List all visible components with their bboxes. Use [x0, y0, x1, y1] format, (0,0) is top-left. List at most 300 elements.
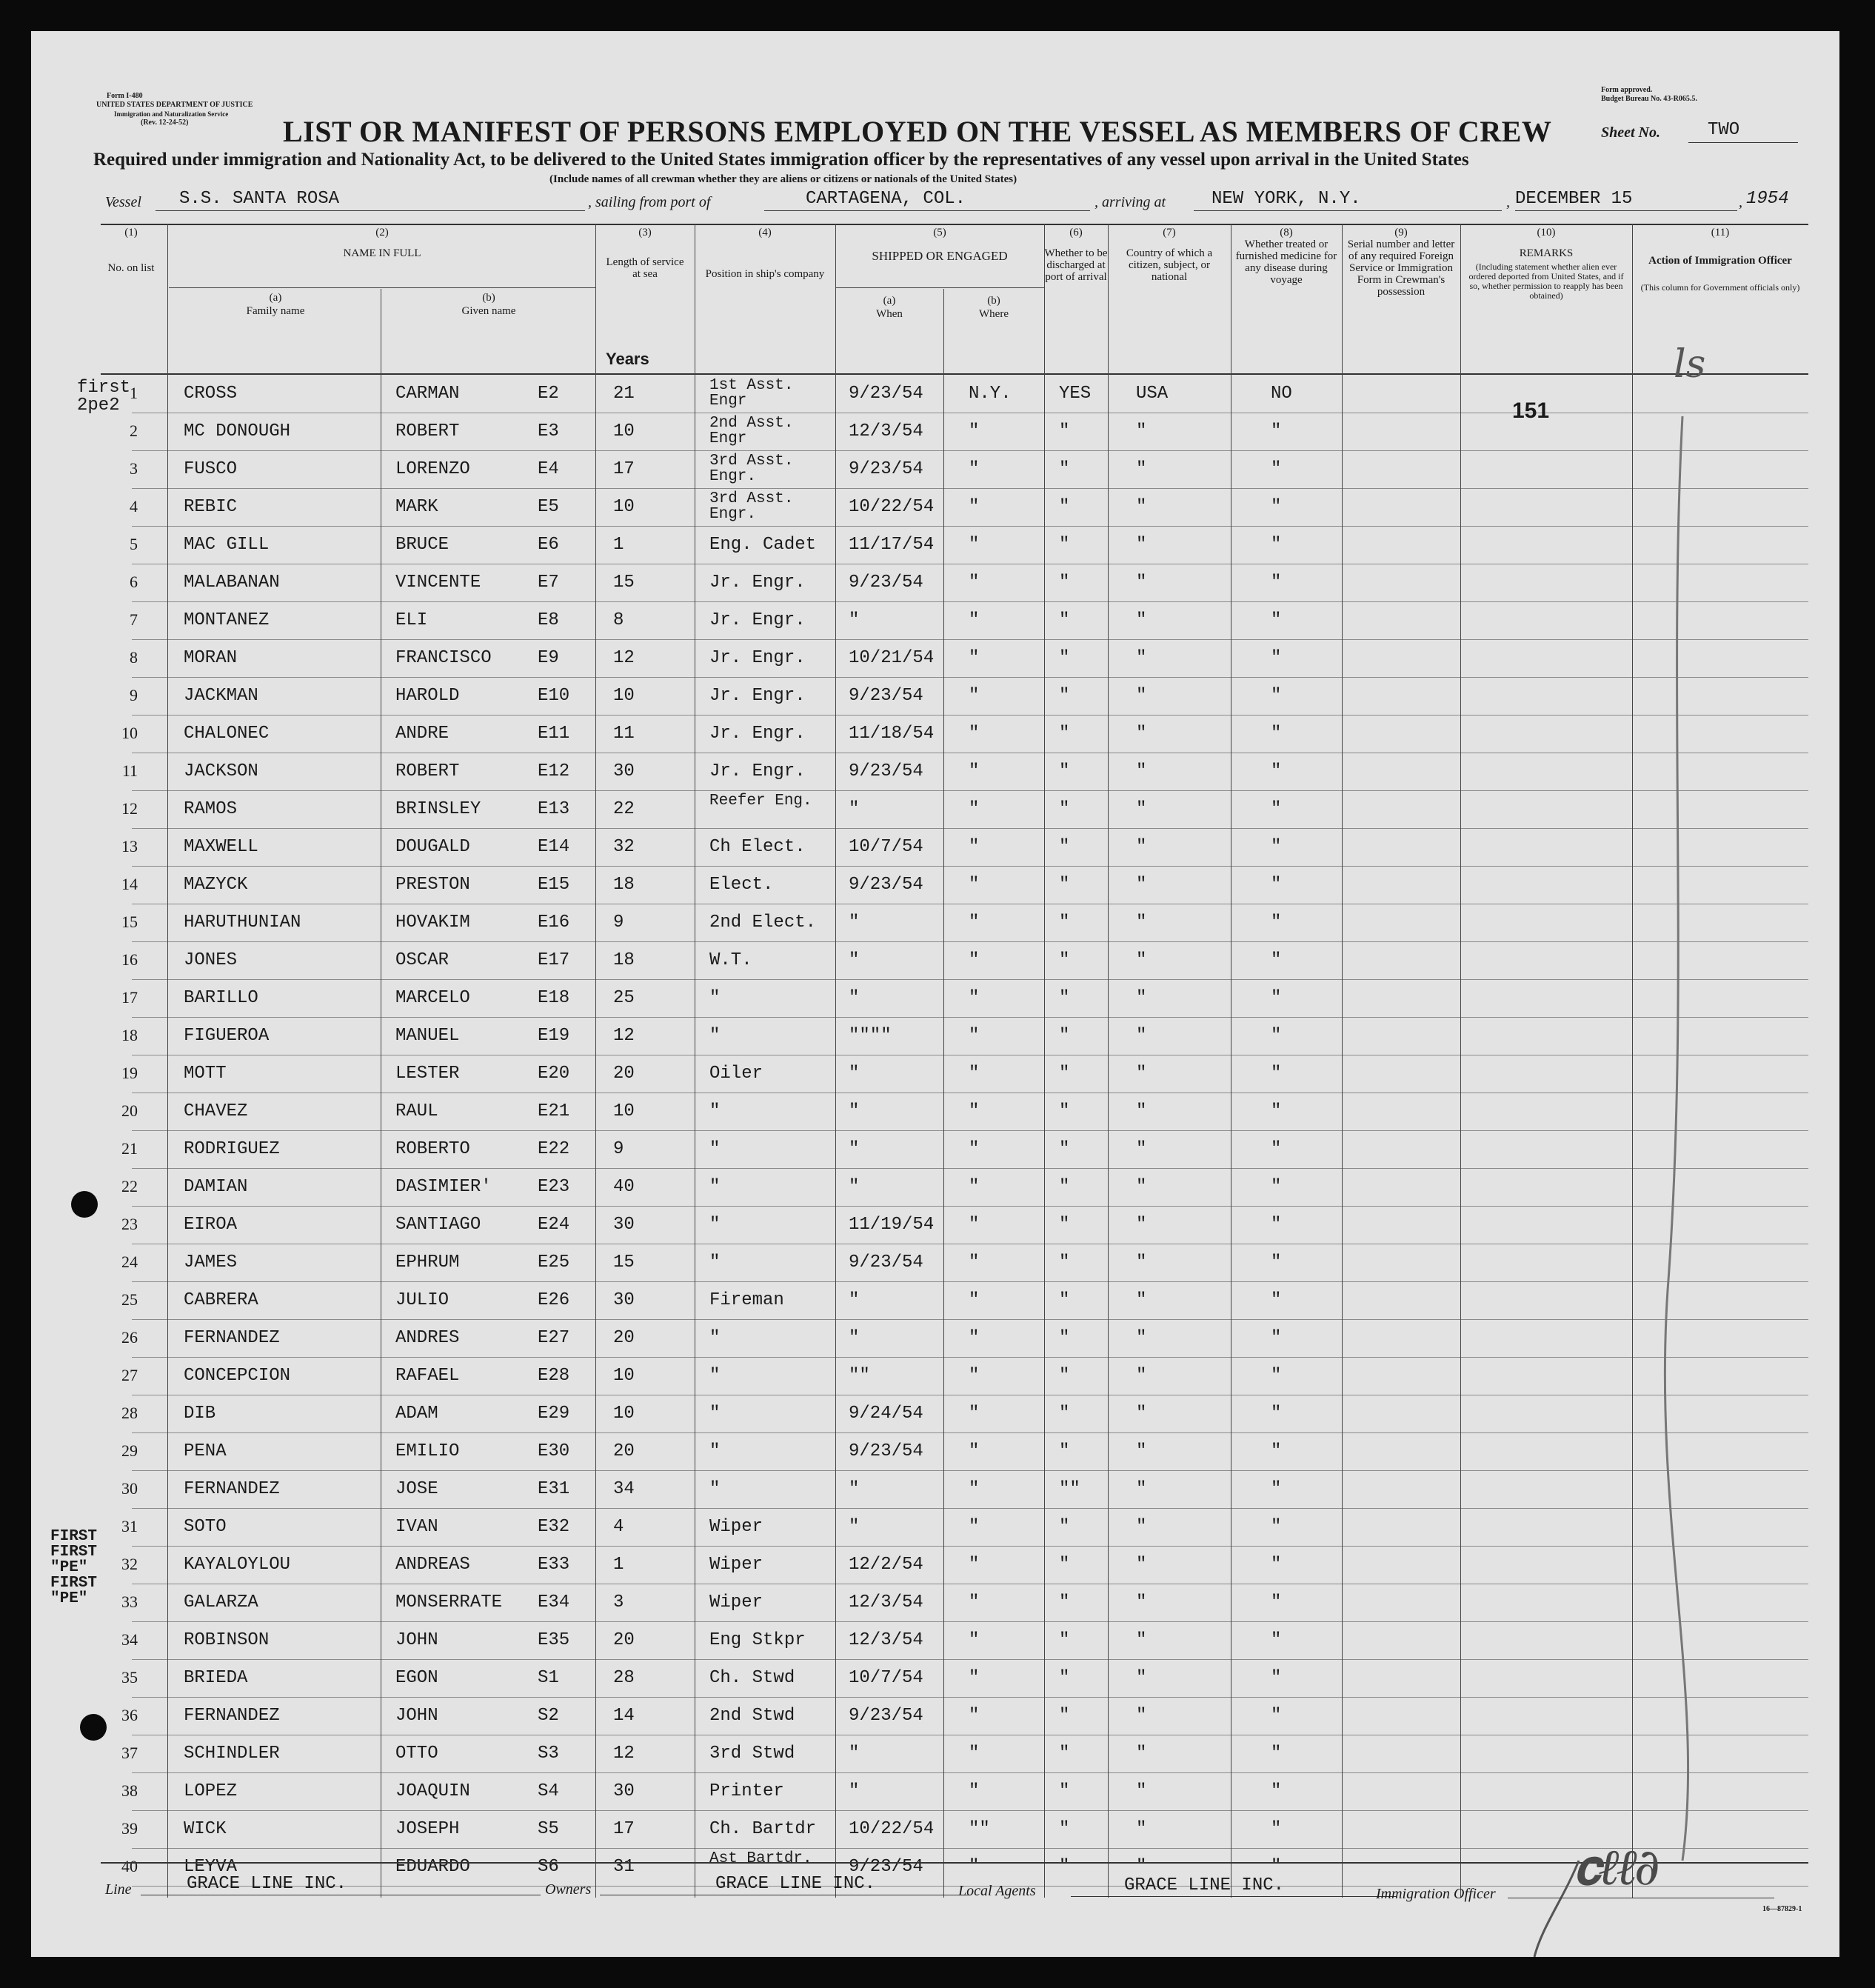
cell-position: 2nd Stwd [709, 1706, 795, 1726]
cell-position: Oiler [709, 1064, 763, 1084]
cell-years: 18 [613, 950, 635, 970]
cell-years: 21 [613, 384, 635, 404]
cell-years: 32 [613, 837, 635, 857]
col8-header: Whether treated or furnished medicine for any disease during voyage [1235, 239, 1337, 286]
cell-no: 39 [121, 1819, 138, 1838]
cell-country: " [1136, 1781, 1147, 1801]
col2-number: (2) [375, 227, 389, 239]
cell-family: FERNANDEZ [184, 1479, 280, 1499]
cell-position: Ch. Bartdr [709, 1819, 817, 1839]
cell-treated: " [1271, 837, 1282, 857]
cell-when: 12/3/54 [849, 421, 923, 441]
cell-family: MOTT [184, 1064, 227, 1084]
cell-years: 8 [613, 610, 624, 630]
cell-position: " [709, 1026, 721, 1046]
cell-discharged: " [1059, 1857, 1070, 1877]
cell-code: E33 [538, 1555, 570, 1575]
cell-where: " [969, 1441, 980, 1461]
col5-number: (5) [933, 227, 946, 239]
cell-family: GALARZA [184, 1592, 258, 1612]
cell-treated: " [1271, 1744, 1282, 1764]
cell-discharged: "" [1059, 1479, 1080, 1499]
cell-discharged: " [1059, 1592, 1070, 1612]
cell-country: USA [1136, 384, 1169, 404]
cell-where: " [969, 837, 980, 857]
cell-when: 9/23/54 [849, 573, 923, 593]
cell-family: SCHINDLER [184, 1744, 280, 1764]
margin-note-first-2pe: first 2pe2 [77, 378, 131, 416]
cell-country: " [1136, 1668, 1147, 1688]
cell-country: " [1136, 1215, 1147, 1235]
cell-given: EPHRUM [395, 1252, 460, 1272]
cell-where: " [969, 1290, 980, 1310]
cell-when: 11/19/54 [849, 1215, 935, 1235]
cell-code: E6 [538, 535, 559, 555]
cell-given: EDUARDO [395, 1857, 470, 1877]
cell-where: " [969, 1857, 980, 1877]
budget-bureau-no: Budget Bureau No. 43-R065.5. [1601, 95, 1697, 103]
cell-given: ANDREAS [395, 1555, 470, 1575]
cell-treated: " [1271, 1479, 1282, 1499]
cell-where: " [969, 875, 980, 895]
col2b-header: Given name [461, 305, 516, 317]
cell-treated: " [1271, 1555, 1282, 1575]
cell-family: EIROA [184, 1215, 238, 1235]
cell-when: " [849, 1744, 860, 1764]
cell-treated: " [1271, 1177, 1282, 1197]
year-separator: , [1739, 194, 1742, 210]
cell-when: 9/23/54 [849, 686, 923, 706]
cell-given: EGON [395, 1668, 438, 1688]
cell-years: 31 [613, 1857, 635, 1877]
cell-where: " [969, 497, 980, 517]
cell-code: E15 [538, 875, 570, 895]
cell-years: 11 [613, 724, 635, 744]
cell-country: " [1136, 1026, 1147, 1046]
cell-years: 12 [613, 648, 635, 668]
cell-code: E20 [538, 1064, 570, 1084]
cell-when: 10/22/54 [849, 497, 935, 517]
cell-treated: " [1271, 1101, 1282, 1121]
cell-no: 18 [121, 1026, 138, 1044]
cell-family: JONES [184, 950, 238, 970]
cell-code: S3 [538, 1744, 559, 1764]
col10-note: (Including statement whether alien ever ordered deported from United States, and if so, whether permission to reapply has been obtained) [1468, 261, 1624, 301]
cell-discharged: " [1059, 648, 1070, 668]
cell-given: VINCENTE [395, 573, 481, 593]
cell-given: ROBERTO [395, 1139, 470, 1159]
cell-discharged: " [1059, 1630, 1070, 1650]
cell-when: 9/23/54 [849, 384, 923, 404]
cell-years: 40 [613, 1177, 635, 1197]
cell-code: E28 [538, 1366, 570, 1386]
cell-code: E7 [538, 573, 559, 593]
cell-position: " [709, 1404, 721, 1424]
cell-where: " [969, 799, 980, 819]
cell-years: 10 [613, 1366, 635, 1386]
cell-years: 15 [613, 1252, 635, 1272]
page-subtitle: Required under immigration and Nationality Act, to be delivered to the United States immigration officer by the representatives of any vessel upon arrival in the United States [93, 150, 1469, 170]
cell-treated: " [1271, 1857, 1282, 1877]
cell-where: " [969, 1064, 980, 1084]
cell-code: S5 [538, 1819, 559, 1839]
cell-treated: " [1271, 1366, 1282, 1386]
cell-years: 30 [613, 1290, 635, 1310]
cell-no: 20 [121, 1101, 138, 1120]
cell-position: " [709, 1177, 721, 1197]
cell-given: DOUGALD [395, 837, 470, 857]
cell-family: MAC GILL [184, 535, 270, 555]
cell-family: KAYALOYLOU [184, 1555, 291, 1575]
cell-no: 8 [130, 648, 138, 667]
cell-position: " [709, 988, 721, 1008]
cell-family: MC DONOUGH [184, 421, 291, 441]
cell-when: 10/7/54 [849, 837, 923, 857]
cell-family: FERNANDEZ [184, 1706, 280, 1726]
cell-given: JOSE [395, 1479, 438, 1499]
cell-years: 20 [613, 1064, 635, 1084]
cell-when: 9/23/54 [849, 1857, 923, 1877]
cell-years: 1 [613, 1555, 624, 1575]
cell-when: " [849, 1064, 860, 1084]
cell-when: " [849, 1101, 860, 1121]
cell-no: 38 [121, 1781, 138, 1800]
cell-when: 9/24/54 [849, 1404, 923, 1424]
cell-discharged: " [1059, 1441, 1070, 1461]
cell-code: E25 [538, 1252, 570, 1272]
cell-years: 20 [613, 1441, 635, 1461]
cell-code: E19 [538, 1026, 570, 1046]
col9-number: (9) [1394, 227, 1408, 239]
col10-header: REMARKS [1519, 247, 1574, 259]
cell-years: 10 [613, 1404, 635, 1424]
col5a-header: When [876, 308, 903, 320]
cell-given: RAUL [395, 1101, 438, 1121]
cell-country: " [1136, 686, 1147, 706]
col2-header: NAME IN FULL [343, 247, 421, 259]
cell-discharged: " [1059, 761, 1070, 781]
cell-no: 36 [121, 1706, 138, 1724]
col11-number: (11) [1711, 227, 1730, 239]
cell-country: " [1136, 1252, 1147, 1272]
cell-position: Ast Bartdr. [709, 1850, 812, 1867]
cell-country: " [1136, 1706, 1147, 1726]
cell-position: " [709, 1441, 721, 1461]
cell-no: 19 [121, 1064, 138, 1082]
cell-country: " [1136, 648, 1147, 668]
col3-header: Length of service at sea [606, 256, 684, 280]
cell-position: Jr. Engr. [709, 648, 806, 668]
cell-when: " [849, 950, 860, 970]
cell-discharged: " [1059, 610, 1070, 630]
cell-family: DIB [184, 1404, 216, 1424]
cell-country: " [1136, 459, 1147, 479]
cell-treated: " [1271, 1064, 1282, 1084]
cell-family: FIGUEROA [184, 1026, 270, 1046]
cell-where: " [969, 535, 980, 555]
cell-no: 5 [130, 535, 138, 553]
cell-given: JOSEPH [395, 1819, 460, 1839]
cell-no: 16 [121, 950, 138, 969]
sheet-no-label: Sheet No. [1601, 124, 1660, 141]
cell-discharged: " [1059, 950, 1070, 970]
cell-country: " [1136, 610, 1147, 630]
cell-years: 12 [613, 1026, 635, 1046]
cell-discharged: " [1059, 1290, 1070, 1310]
cell-years: 10 [613, 686, 635, 706]
cell-years: 9 [613, 913, 624, 933]
cell-given: DASIMIER' [395, 1177, 492, 1197]
cell-country: " [1136, 799, 1147, 819]
cell-country: " [1136, 1630, 1147, 1650]
cell-given: ANDRES [395, 1328, 460, 1348]
cell-no: 15 [121, 913, 138, 931]
cell-years: 22 [613, 799, 635, 819]
cell-years: 14 [613, 1706, 635, 1726]
cell-years: 12 [613, 1744, 635, 1764]
cell-code: E10 [538, 686, 570, 706]
cell-years: 10 [613, 1101, 635, 1121]
cell-treated: " [1271, 799, 1282, 819]
cell-code: E34 [538, 1592, 570, 1612]
cell-country: " [1136, 1404, 1147, 1424]
cell-family: CABRERA [184, 1290, 258, 1310]
agents-value: GRACE LINE INC. [1124, 1875, 1285, 1895]
cell-position: Eng. Cadet [709, 535, 817, 555]
cell-code: E30 [538, 1441, 570, 1461]
cell-code: E14 [538, 837, 570, 857]
cell-no: 3 [130, 459, 138, 478]
cell-family: JACKMAN [184, 686, 258, 706]
col5-header: SHIPPED OR ENGAGED [872, 249, 1008, 263]
cell-discharged: " [1059, 837, 1070, 857]
cell-position: " [709, 1139, 721, 1159]
cell-treated: " [1271, 1517, 1282, 1537]
cell-treated: " [1271, 1026, 1282, 1046]
cell-no: 30 [121, 1479, 138, 1498]
cell-discharged: " [1059, 1215, 1070, 1235]
cell-family: REBIC [184, 497, 238, 517]
cell-given: MARCELO [395, 988, 470, 1008]
cell-no: 37 [121, 1744, 138, 1762]
cell-country: " [1136, 950, 1147, 970]
cell-when: "" [849, 1366, 870, 1386]
cell-position: Wiper [709, 1592, 763, 1612]
cell-country: " [1136, 1517, 1147, 1537]
arriving-label: , arriving at [1094, 194, 1166, 210]
col5a-number: (a) [883, 295, 896, 307]
cell-family: MAXWELL [184, 837, 258, 857]
cell-code: S4 [538, 1781, 559, 1801]
cell-where: " [969, 1215, 980, 1235]
cell-given: OSCAR [395, 950, 449, 970]
cell-country: " [1136, 1177, 1147, 1197]
officer-signature: 𝐜ℓℓ∂ [1573, 1838, 1657, 1897]
cell-code: E23 [538, 1177, 570, 1197]
cell-when: " [849, 1479, 860, 1499]
department-name: UNITED STATES DEPARTMENT OF JUSTICE [96, 101, 253, 109]
cell-when: " [849, 913, 860, 933]
cell-given: CARMAN [395, 384, 460, 404]
cell-where: " [969, 1592, 980, 1612]
col2a-header: Family name [246, 305, 305, 317]
cell-position: Printer [709, 1781, 784, 1801]
cell-code: E18 [538, 988, 570, 1008]
cell-where: " [969, 573, 980, 593]
cell-treated: " [1271, 1781, 1282, 1801]
cell-when: 9/23/54 [849, 459, 923, 479]
footer-code: 16—87829-1 [1762, 1905, 1802, 1913]
pencil-marks [31, 31, 1839, 1957]
cell-code: E12 [538, 761, 570, 781]
cell-family: PENA [184, 1441, 227, 1461]
cell-treated: " [1271, 1668, 1282, 1688]
subtitle-note: (Include names of all crewman whether they are aliens or citizens or nationals of the United States) [549, 173, 1017, 185]
cell-discharged: " [1059, 1328, 1070, 1348]
cell-discharged: " [1059, 1668, 1070, 1688]
vessel-name: S.S. SANTA ROSA [179, 189, 340, 209]
date-separator: , [1506, 194, 1510, 210]
cell-treated: " [1271, 988, 1282, 1008]
cell-discharged: " [1059, 1555, 1070, 1575]
cell-country: " [1136, 988, 1147, 1008]
remark-151: 151 [1512, 398, 1550, 423]
cell-no: 14 [121, 875, 138, 893]
cell-country: " [1136, 1441, 1147, 1461]
cell-given: HOVAKIM [395, 913, 470, 933]
cell-position: Ch Elect. [709, 837, 806, 857]
years-label: Years [606, 350, 649, 368]
cell-code: S1 [538, 1668, 559, 1688]
cell-when: " [849, 610, 860, 630]
cell-where: "" [969, 1819, 990, 1839]
cell-given: ROBERT [395, 761, 460, 781]
cell-where: " [969, 1517, 980, 1537]
cell-treated: " [1271, 1404, 1282, 1424]
cell-where: " [969, 1630, 980, 1650]
cell-where: " [969, 761, 980, 781]
cell-treated: " [1271, 1441, 1282, 1461]
manifest-sheet [31, 31, 1839, 1957]
cell-no: 17 [121, 988, 138, 1007]
cell-country: " [1136, 724, 1147, 744]
cell-years: 25 [613, 988, 635, 1008]
cell-position: 2nd Elect. [709, 913, 817, 933]
cell-family: BARILLO [184, 988, 258, 1008]
cell-discharged: " [1059, 799, 1070, 819]
cell-where: " [969, 1781, 980, 1801]
cell-treated: " [1271, 875, 1282, 895]
cell-given: RAFAEL [395, 1366, 460, 1386]
cell-family: CROSS [184, 384, 238, 404]
cell-no: 2 [130, 421, 138, 440]
cell-no: 7 [130, 610, 138, 629]
cell-treated: " [1271, 648, 1282, 668]
cell-code: E9 [538, 648, 559, 668]
agents-label: Local Agents [958, 1883, 1036, 1899]
cell-treated: " [1271, 1328, 1282, 1348]
cell-where: " [969, 1252, 980, 1272]
cell-discharged: " [1059, 573, 1070, 593]
cell-code: E17 [538, 950, 570, 970]
cell-family: RODRIGUEZ [184, 1139, 280, 1159]
cell-years: 30 [613, 1215, 635, 1235]
cell-position: Fireman [709, 1290, 784, 1310]
cell-where: " [969, 988, 980, 1008]
cell-country: " [1136, 1744, 1147, 1764]
cell-given: OTTO [395, 1744, 438, 1764]
cell-where: " [969, 1177, 980, 1197]
cell-treated: " [1271, 573, 1282, 593]
cell-discharged: " [1059, 724, 1070, 744]
cell-position: 1st Asst. Engr [709, 377, 794, 410]
cell-country: " [1136, 1366, 1147, 1386]
cell-given: JOHN [395, 1630, 438, 1650]
cell-no: 22 [121, 1177, 138, 1195]
cell-code: E29 [538, 1404, 570, 1424]
cell-country: " [1136, 497, 1147, 517]
cell-position: Jr. Engr. [709, 573, 806, 593]
cell-discharged: " [1059, 875, 1070, 895]
cell-discharged: " [1059, 1517, 1070, 1537]
col6-header: Whether to be discharged at port of arrival [1044, 247, 1108, 283]
cell-no: 32 [121, 1555, 138, 1573]
owners-label: Owners [545, 1881, 592, 1898]
cell-code: E32 [538, 1517, 570, 1537]
cell-where: " [969, 610, 980, 630]
cell-code: E16 [538, 913, 570, 933]
cell-years: 3 [613, 1592, 624, 1612]
cell-where: " [969, 1744, 980, 1764]
cell-code: E24 [538, 1215, 570, 1235]
cell-treated: " [1271, 1630, 1282, 1650]
cell-years: 9 [613, 1139, 624, 1159]
cell-family: FUSCO [184, 459, 238, 479]
cell-years: 17 [613, 459, 635, 479]
cell-position: " [709, 1366, 721, 1386]
cell-given: PRESTON [395, 875, 470, 895]
cell-no: 1 [130, 384, 138, 402]
cell-given: IVAN [395, 1517, 438, 1537]
cell-country: " [1136, 1064, 1147, 1084]
cell-family: JAMES [184, 1252, 238, 1272]
cell-where: " [969, 686, 980, 706]
cell-years: 10 [613, 421, 635, 441]
cell-where: " [969, 1328, 980, 1348]
page-title: LIST OR MANIFEST OF PERSONS EMPLOYED ON THE VESSEL AS MEMBERS OF CREW [283, 115, 1552, 148]
cell-country: " [1136, 1139, 1147, 1159]
col9-header: Serial number and letter of any required Foreign Service or Immigration Form in Crewman's possession [1347, 239, 1455, 298]
cell-position: Jr. Engr. [709, 724, 806, 744]
cell-treated: " [1271, 686, 1282, 706]
pencil-bracket-line [1665, 416, 1688, 1861]
cell-position: Wiper [709, 1555, 763, 1575]
cell-family: DAMIAN [184, 1177, 248, 1197]
margin-note-first-pe: FIRST FIRST "PE" FIRST "PE" [50, 1528, 98, 1607]
cell-country: " [1136, 1592, 1147, 1612]
cell-code: S6 [538, 1857, 559, 1877]
cell-given: BRINSLEY [395, 799, 481, 819]
cell-family: ROBINSON [184, 1630, 270, 1650]
cell-code: E4 [538, 459, 559, 479]
cell-country: " [1136, 1328, 1147, 1348]
cell-position: Wiper [709, 1517, 763, 1537]
cell-when: 12/2/54 [849, 1555, 923, 1575]
cell-discharged: " [1059, 497, 1070, 517]
officer-label: Immigration Officer [1376, 1886, 1496, 1902]
cell-discharged: " [1059, 1781, 1070, 1801]
cell-country: " [1136, 1819, 1147, 1839]
